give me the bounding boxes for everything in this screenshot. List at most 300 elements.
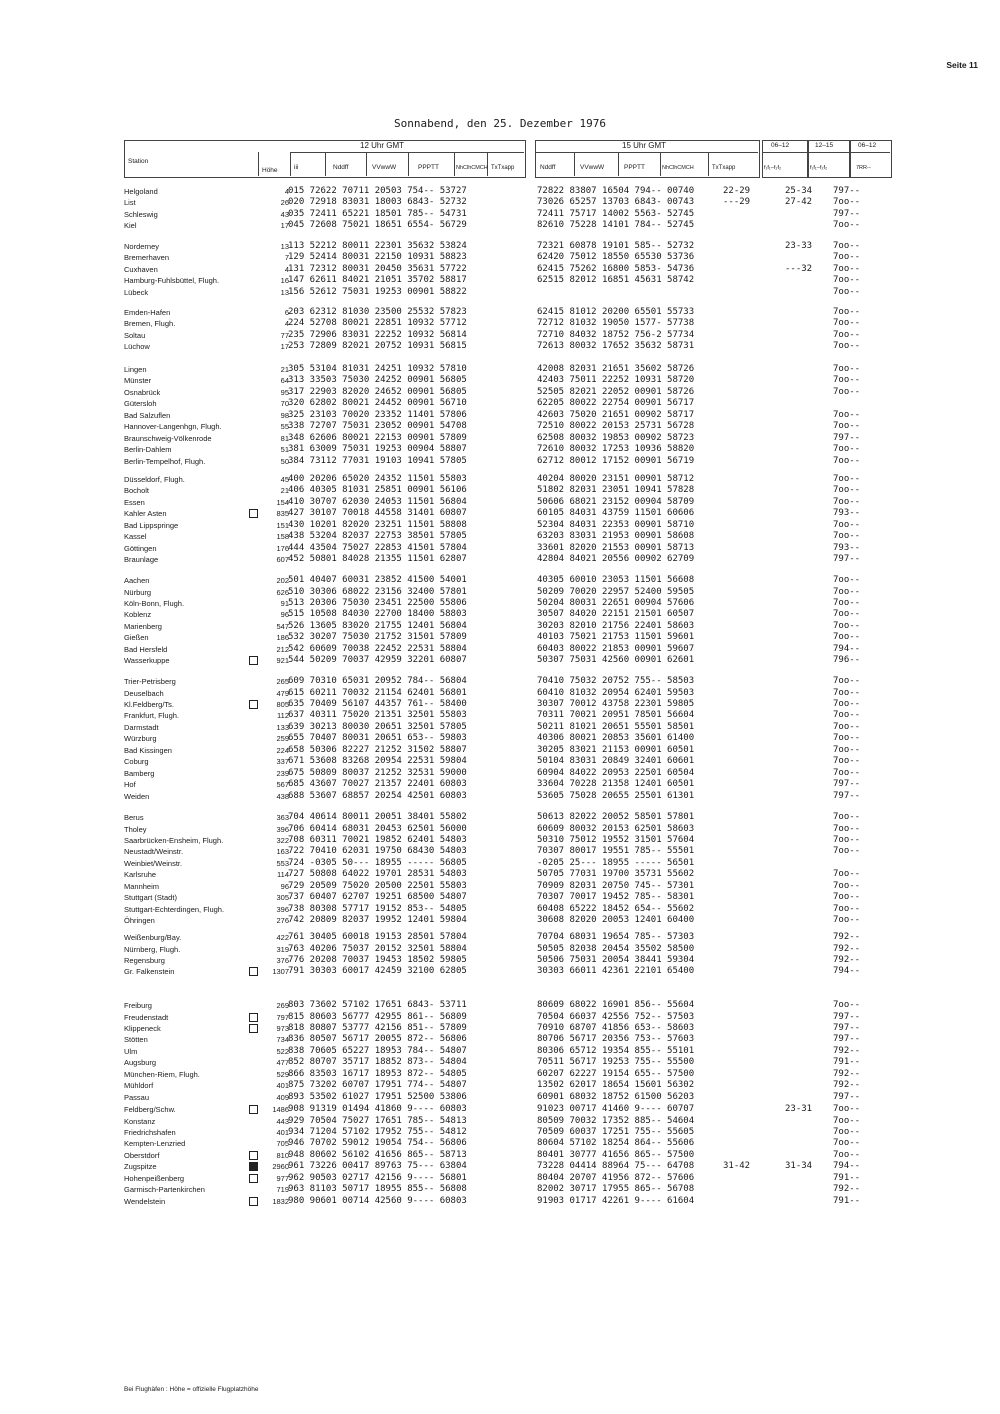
obs-12-utc: 320 62802 80021 24452 00901 56710 xyxy=(288,398,467,409)
obs-12-utc: 962 90503 02717 42156 9---- 56801 xyxy=(288,1172,467,1183)
station-height: 835 xyxy=(276,509,289,519)
obs-15-utc: 62712 80012 17152 00901 56719 xyxy=(537,455,695,466)
station-name: Berus xyxy=(124,813,144,822)
station-name: Klippeneck xyxy=(124,1023,161,1033)
precip-06-12: 794-- xyxy=(833,966,861,977)
station-name: Kahler Asten xyxy=(124,509,167,519)
station-height: 805 xyxy=(276,699,289,709)
station-height: 70 xyxy=(280,399,289,409)
obs-15-utc: 30205 83021 21153 00901 60501 xyxy=(537,744,695,755)
obs-15-utc: 70311 70021 20951 78501 56604 xyxy=(537,710,695,721)
station-name: Stötten xyxy=(124,1035,148,1045)
header-col-txapp-15: TxTxapp xyxy=(712,165,736,171)
table-row xyxy=(124,892,984,903)
station-height: 112 xyxy=(277,711,289,721)
obs-15-utc: 60403 80022 21853 00901 59607 xyxy=(537,643,695,654)
station-height: 797 xyxy=(276,1012,289,1022)
obs-15-utc: 60609 80032 20153 62501 58603 xyxy=(537,823,695,834)
table-row xyxy=(124,881,984,892)
obs-15-utc: 40204 80020 23151 00901 58712 xyxy=(537,474,695,484)
table-row xyxy=(124,1196,984,1207)
station-name: Freudenstadt xyxy=(124,1012,169,1022)
obs-15-utc: 62205 80022 22754 00901 56717 xyxy=(537,398,695,409)
station-height: 319 xyxy=(276,944,289,954)
station-height: 443 xyxy=(276,1116,289,1126)
table-row xyxy=(124,186,984,197)
station-name: Coburg xyxy=(124,757,149,767)
obs-15-utc: 53605 75028 20655 25501 61301 xyxy=(537,790,695,801)
obs-12-utc: 203 62312 81030 23500 25532 57823 xyxy=(288,307,467,317)
obs-12-utc: 738 80308 57717 19152 853-- 54805 xyxy=(288,903,467,914)
obs-15-utc: 50211 81021 20651 55501 58501 xyxy=(537,721,695,732)
obs-15-utc: 91903 01717 42261 9---- 61604 xyxy=(537,1195,695,1206)
station-name: Lüchow xyxy=(124,342,150,352)
table-row xyxy=(124,474,984,485)
obs-12-utc: 147 62611 84021 21051 35702 58817 xyxy=(288,275,467,286)
obs-15-utc: 60207 62227 19154 655-- 57500 xyxy=(537,1068,695,1079)
obs-12-utc: 836 80507 56717 20055 872-- 56806 xyxy=(288,1034,467,1045)
station-height: 96 xyxy=(280,610,289,620)
station-name: Augsburg xyxy=(124,1058,157,1068)
precip-06-12: 797-- xyxy=(833,432,861,443)
obs-15-utc: 72510 80022 20153 25731 56728 xyxy=(537,421,695,432)
obs-15-utc: 63203 83031 21953 00901 58608 xyxy=(537,531,695,542)
obs-12-utc: 235 72906 83031 22252 10932 56814 xyxy=(288,329,467,340)
obs-12-utc: 963 81103 50717 18955 855-- 56808 xyxy=(288,1184,467,1195)
obs-15-utc: 62515 82012 16851 45631 58742 xyxy=(537,275,695,286)
table-row xyxy=(124,699,984,710)
table-row xyxy=(124,955,984,966)
obs-15-utc: 52304 84031 22353 00901 58710 xyxy=(537,519,695,530)
station-name: Wendelstein xyxy=(124,1196,166,1206)
table-row xyxy=(124,1000,984,1011)
precip-06-12: 7oo-- xyxy=(833,823,861,834)
precip-06-12: 7oo-- xyxy=(833,834,861,845)
precip-06-12: 792-- xyxy=(833,954,861,965)
obs-15-utc: 70410 75032 20752 755-- 58503 xyxy=(537,676,695,686)
station-name: Kempten-Lenzried xyxy=(124,1139,186,1149)
obs-15-utc: 70909 82031 20750 745-- 57301 xyxy=(537,880,695,891)
precip-06-12: 7oo-- xyxy=(833,698,861,709)
table-row xyxy=(124,722,984,733)
precip-06-12: 797-- xyxy=(833,1091,861,1102)
table-row xyxy=(124,1034,984,1045)
table-row xyxy=(124,1138,984,1149)
precip-06-12: 7oo-- xyxy=(833,496,861,507)
station-height: 239 xyxy=(276,768,289,778)
precip-06-12: 792-- xyxy=(833,1080,861,1091)
station-name: Cuxhaven xyxy=(124,264,158,274)
obs-12-utc: 338 72707 75031 23052 00901 54708 xyxy=(288,421,467,432)
table-row xyxy=(124,387,984,398)
precip-06-12: 7oo-- xyxy=(833,485,861,496)
obs-15-utc: 51802 82031 23051 10941 57828 xyxy=(537,485,695,496)
obs-15-utc: 80604 57102 18254 864-- 55606 xyxy=(537,1138,695,1149)
station-height: 438 xyxy=(276,791,289,801)
precip-06-12: 7oo-- xyxy=(833,241,861,251)
header-col-iii: iii xyxy=(294,164,299,171)
station-height: 51 xyxy=(280,445,289,455)
station-height: 337 xyxy=(276,757,289,767)
station-name: Ulm xyxy=(124,1046,138,1056)
table-row xyxy=(124,485,984,496)
precip-06-12: 794-- xyxy=(833,643,861,654)
precip-06-12: 7oo-- xyxy=(833,586,861,597)
station-height: 553 xyxy=(276,858,289,868)
table-row xyxy=(124,421,984,432)
table-row xyxy=(124,364,984,375)
obs-12-utc: 427 30107 70018 44558 31401 60807 xyxy=(288,508,467,519)
station-height: 4 xyxy=(284,187,289,196)
table-row xyxy=(124,497,984,508)
station-height: 547 xyxy=(276,621,289,631)
table-row xyxy=(124,598,984,609)
station-name: Tholey xyxy=(124,824,147,834)
station-height: 977 xyxy=(276,1173,289,1183)
station-name: Friedrichshafen xyxy=(124,1127,176,1137)
station-height: 973 xyxy=(276,1023,289,1033)
obs-12-utc: 946 70702 59012 19054 754-- 56806 xyxy=(288,1138,467,1149)
station-name: Weiden xyxy=(124,791,150,801)
obs-15-utc: 50506 75031 20054 38441 59304 xyxy=(537,954,695,965)
precip-06-12: 7oo-- xyxy=(833,318,861,329)
header-col-line xyxy=(258,152,259,176)
precip-06-12: 7oo-- xyxy=(833,220,861,231)
range-12-15: 23-31 xyxy=(785,1104,813,1114)
obs-12-utc: 685 43607 70027 21357 22401 60803 xyxy=(288,779,467,789)
obs-15-utc: 42008 82031 21651 35602 58726 xyxy=(537,364,695,374)
precip-06-12: 7oo-- xyxy=(833,307,861,317)
obs-15-utc: 82610 75228 14101 784-- 52745 xyxy=(537,220,695,231)
header-sub-1: f₁f₁–f₂f₂ xyxy=(764,165,782,171)
station-height: 43 xyxy=(280,209,289,219)
station-name: Weißenburg/Bay. xyxy=(124,933,182,942)
station-height: 719 xyxy=(276,1185,289,1195)
table-row xyxy=(124,966,984,977)
precip-06-12: 7oo-- xyxy=(833,1126,861,1137)
station-name: Stuttgart-Echterdingen, Flugh. xyxy=(124,904,225,914)
obs-12-utc: 544 50209 70037 42959 32201 60807 xyxy=(288,655,467,666)
header-col-nddff: Nddff xyxy=(333,164,349,171)
station-name: Marienberg xyxy=(124,621,162,631)
station-name: Münster xyxy=(124,376,152,386)
obs-15-utc: 52505 82021 22052 00901 58726 xyxy=(537,386,695,397)
obs-15-utc: 30608 82020 20053 12401 60400 xyxy=(537,915,695,925)
station-name: Konstanz xyxy=(124,1116,156,1126)
station-height: 265 xyxy=(276,677,289,686)
station-height: 363 xyxy=(276,813,289,822)
table-row xyxy=(124,858,984,869)
obs-12-utc: 035 72411 65221 18501 785-- 54731 xyxy=(288,208,467,219)
obs-15-utc: 73228 04414 88964 75--- 64708 xyxy=(537,1161,695,1172)
precip-06-12: 7oo-- xyxy=(833,687,861,698)
obs-12-utc: 444 43504 75027 22853 41501 57804 xyxy=(288,542,467,553)
station-name: Saarbrücken-Ensheim, Flugh. xyxy=(124,835,224,845)
header-sub-3: 7RR-- xyxy=(856,165,871,171)
obs-12-utc: 637 40311 75020 21351 32501 55803 xyxy=(288,710,467,721)
obs-15-utc: 50613 82022 20052 58501 57801 xyxy=(537,812,695,822)
table-row xyxy=(124,1012,984,1023)
table-row xyxy=(124,341,984,352)
station-height: 921 xyxy=(276,656,289,666)
station-name: Bamberg xyxy=(124,768,155,778)
obs-12-utc: 791 30303 60017 42459 32100 62805 xyxy=(288,966,467,977)
header-col-line xyxy=(290,152,291,176)
precip-06-12: 793-- xyxy=(833,542,861,553)
precip-06-12: 7oo-- xyxy=(833,1115,861,1126)
station-name: Gießen xyxy=(124,633,149,643)
obs-15-utc: 72613 80032 17652 35632 58731 xyxy=(537,341,695,352)
table-row xyxy=(124,398,984,409)
station-name: Helgoland xyxy=(124,187,158,196)
obs-15-utc: 30203 82010 21756 22401 58603 xyxy=(537,620,695,631)
station-height: 4 xyxy=(284,264,289,274)
station-height: 21 xyxy=(280,365,289,374)
obs-12-utc: 526 13605 83020 21755 12401 56804 xyxy=(288,620,467,631)
header-col-line xyxy=(574,152,575,176)
footnote: Bei Flughäfen : Höhe = offizielle Flugplatzhöhe xyxy=(124,1386,259,1393)
station-height: 522 xyxy=(276,1046,289,1056)
obs-15-utc: 30307 70012 43758 22301 59805 xyxy=(537,698,695,709)
obs-12-utc: 818 80807 53777 42156 851-- 57809 xyxy=(288,1022,467,1033)
station-height: 269 xyxy=(276,1001,289,1010)
station-height: 16 xyxy=(280,276,289,286)
obs-12-utc: 501 40407 60031 23852 41500 54001 xyxy=(288,575,467,585)
table-row xyxy=(124,1150,984,1161)
precip-06-12: 792-- xyxy=(833,943,861,954)
station-name: Schleswig xyxy=(124,209,158,219)
table-row xyxy=(124,241,984,252)
obs-15-utc: 33601 82020 21553 00901 58713 xyxy=(537,542,695,553)
obs-12-utc: 961 73226 00417 89763 75--- 63804 xyxy=(288,1161,467,1172)
obs-12-utc: 929 70504 75027 17651 785-- 54813 xyxy=(288,1115,467,1126)
obs-12-utc: 934 71204 57102 17952 755-- 54812 xyxy=(288,1126,467,1137)
obs-12-utc: 406 40305 81031 25851 00901 56106 xyxy=(288,485,467,496)
station-height: 422 xyxy=(276,933,289,942)
obs-15-utc: 70504 66037 42556 752-- 57503 xyxy=(537,1011,695,1022)
precip-06-12: 7oo-- xyxy=(833,869,861,880)
precip-06-12: 7oo-- xyxy=(833,767,861,778)
precip-06-12: 7oo-- xyxy=(833,1104,861,1114)
obs-15-utc: 50606 68021 23152 00904 58709 xyxy=(537,496,695,507)
obs-15-utc: 80306 65712 19354 855-- 55101 xyxy=(537,1045,695,1056)
obs-12-utc: 724 -0305 50--- 18955 ----- 56805 xyxy=(288,857,467,868)
table-row xyxy=(124,1080,984,1091)
precip-06-12: 7oo-- xyxy=(833,710,861,721)
range-06-12: 22-29 xyxy=(723,186,751,196)
obs-12-utc: 317 22903 82020 24652 00901 56805 xyxy=(288,386,467,397)
precip-06-12: 7oo-- xyxy=(833,444,861,455)
table-row xyxy=(124,904,984,915)
precip-06-12: 793-- xyxy=(833,508,861,519)
table-row xyxy=(124,575,984,586)
station-height: 45 xyxy=(280,475,289,484)
precip-06-12: 7oo-- xyxy=(833,1000,861,1010)
table-row xyxy=(124,915,984,926)
header-range-2: 12–15 xyxy=(815,142,834,149)
precip-06-12: 7oo-- xyxy=(833,275,861,286)
station-height: 212 xyxy=(276,644,289,654)
obs-12-utc: 671 53608 83268 20954 22531 59804 xyxy=(288,756,467,767)
station-height: 567 xyxy=(276,780,289,789)
station-height: 21 xyxy=(280,486,289,496)
table-row xyxy=(124,307,984,318)
range-12-15: 31-34 xyxy=(785,1161,813,1172)
obs-15-utc: 70511 56717 19253 755-- 55500 xyxy=(537,1057,695,1068)
header-sub-2: f₁f₁–f₂f₂ xyxy=(810,165,828,171)
obs-15-utc: 33604 70228 21358 12401 60501 xyxy=(537,779,695,789)
obs-12-utc: 729 20509 75020 20500 22501 55803 xyxy=(288,880,467,891)
header-col-clouds: NhClhCMCH xyxy=(456,165,488,171)
station-name: Berlin-Dahlem xyxy=(124,445,172,455)
obs-12-utc: 763 40206 75037 20152 32501 58804 xyxy=(288,943,467,954)
obs-15-utc: 50204 80031 22651 00904 57606 xyxy=(537,597,695,608)
table-row xyxy=(124,252,984,263)
station-name: Bremen, Flugh. xyxy=(124,319,176,329)
table-row xyxy=(124,220,984,231)
station-name: Kl.Feldberg/Ts. xyxy=(124,699,175,709)
station-name: Kassel xyxy=(124,532,147,542)
precip-06-12: 7oo-- xyxy=(833,575,861,585)
obs-12-utc: 045 72608 75021 18651 6554- 56729 xyxy=(288,220,467,231)
precip-06-12: 7oo-- xyxy=(833,341,861,352)
precip-06-12: 797-- xyxy=(833,1034,861,1045)
obs-12-utc: 410 30707 62030 24053 11501 56804 xyxy=(288,496,467,507)
precip-06-12: 7oo-- xyxy=(833,846,861,857)
precip-06-12: 797-- xyxy=(833,554,861,565)
station-name: München-Riem, Flugh. xyxy=(124,1069,200,1079)
obs-12-utc: 452 50801 84028 21355 11501 62807 xyxy=(288,554,467,565)
station-height: 154 xyxy=(276,497,289,507)
obs-12-utc: 980 90601 00714 42560 9---- 60803 xyxy=(288,1195,467,1206)
station-name: Oberstdorf xyxy=(124,1150,160,1160)
precip-06-12: 7oo-- xyxy=(833,386,861,397)
station-height: 4 xyxy=(284,319,289,329)
station-name: Lingen xyxy=(124,365,147,374)
obs-12-utc: 635 70409 56107 44357 761-- 58400 xyxy=(288,698,467,709)
obs-12-utc: 675 50809 80037 21252 32531 59000 xyxy=(288,767,467,778)
obs-15-utc: 40103 75021 21753 11501 59601 xyxy=(537,632,695,643)
table-row xyxy=(124,632,984,643)
header-col-line xyxy=(325,152,326,176)
station-name: Koblenz xyxy=(124,610,152,620)
station-height: 305 xyxy=(276,893,289,903)
table-row xyxy=(124,791,984,802)
station-height: 401 xyxy=(276,1081,289,1091)
table-row xyxy=(124,587,984,598)
precip-06-12: 791-- xyxy=(833,1057,861,1068)
obs-12-utc: 400 20206 65020 24352 11501 55803 xyxy=(288,474,467,484)
table-row xyxy=(124,655,984,666)
station-name: Soltau xyxy=(124,330,146,340)
obs-12-utc: 305 53104 81031 24251 10932 57810 xyxy=(288,364,467,374)
station-height: 64 xyxy=(280,376,289,386)
obs-15-utc: 70704 68031 19654 785-- 57303 xyxy=(537,932,695,942)
obs-15-utc: 70307 70017 19452 785-- 58301 xyxy=(537,892,695,903)
header-col-line xyxy=(708,152,709,176)
obs-12-utc: 542 60609 70038 22452 22531 58804 xyxy=(288,643,467,654)
header-station: Station xyxy=(128,158,149,165)
station-height: 376 xyxy=(276,955,289,965)
obs-12-utc: 852 80707 35717 18852 873-- 54804 xyxy=(288,1057,467,1068)
station-name: Freiburg xyxy=(124,1001,152,1010)
header-group-15: 15 Uhr GMT xyxy=(622,141,667,150)
obs-12-utc: 224 52708 80021 22851 10932 57712 xyxy=(288,318,467,329)
station-name: Braunlage xyxy=(124,555,159,565)
table-row xyxy=(124,1184,984,1195)
precip-06-12: 797-- xyxy=(833,1011,861,1022)
station-height: 13 xyxy=(280,287,289,297)
obs-15-utc: 30303 66011 42361 22101 65400 xyxy=(537,966,695,977)
obs-15-utc: 72710 84032 18752 756-2 57734 xyxy=(537,329,695,340)
obs-12-utc: 815 80603 56777 42955 861-- 56809 xyxy=(288,1011,467,1022)
table-row xyxy=(124,1116,984,1127)
station-height: 158 xyxy=(276,532,289,542)
station-height: 224 xyxy=(276,745,289,755)
precip-06-12: 7oo-- xyxy=(833,903,861,914)
obs-15-utc: 50310 75012 19552 31501 57604 xyxy=(537,834,695,845)
obs-15-utc: 80609 68022 16901 856-- 55604 xyxy=(537,1000,695,1010)
precip-06-12: 7oo-- xyxy=(833,733,861,744)
station-name: Gr. Falkenstein xyxy=(124,967,175,977)
header-divider xyxy=(762,152,890,153)
obs-15-utc: 42804 84021 20556 00902 62709 xyxy=(537,554,695,565)
obs-12-utc: 706 60414 68031 20453 62501 56000 xyxy=(288,823,467,834)
precip-06-12: 7oo-- xyxy=(833,812,861,822)
station-height: 479 xyxy=(276,688,289,698)
station-name: Göttingen xyxy=(124,543,157,553)
obs-15-utc: 72822 83807 16504 794-- 00740 xyxy=(537,186,695,196)
station-height: 6 xyxy=(284,308,289,317)
table-row xyxy=(124,733,984,744)
table-row xyxy=(124,1161,984,1172)
range-06-12: 31-42 xyxy=(723,1161,751,1172)
obs-15-utc: 60105 84031 43759 11501 60606 xyxy=(537,508,695,519)
obs-15-utc: 80401 30777 41656 865-- 57500 xyxy=(537,1149,695,1160)
table-row xyxy=(124,621,984,632)
obs-15-utc: 50209 70020 22957 52400 59505 xyxy=(537,586,695,597)
obs-15-utc: 42603 75020 21651 00902 58717 xyxy=(537,409,695,420)
obs-15-utc: 62508 80032 19853 00902 58723 xyxy=(537,432,695,443)
obs-15-utc: 50307 75031 42560 00901 62601 xyxy=(537,655,695,666)
table-row xyxy=(124,710,984,721)
table-row xyxy=(124,318,984,329)
obs-15-utc: 80509 70032 17352 885-- 54604 xyxy=(537,1115,695,1126)
station-height: 81 xyxy=(280,433,289,443)
precip-06-12: 791-- xyxy=(833,1195,861,1206)
obs-12-utc: 156 52612 75031 19253 00901 58822 xyxy=(288,286,467,297)
precip-06-12: 792-- xyxy=(833,1045,861,1056)
obs-15-utc: 73026 65257 13703 6843- 00743 xyxy=(537,197,695,208)
range-12-15: 23-33 xyxy=(785,241,813,251)
station-height: 17 xyxy=(280,221,289,231)
obs-12-utc: 893 53502 61027 17951 52500 53806 xyxy=(288,1091,467,1102)
station-height: 50 xyxy=(280,456,289,466)
precip-06-12: 7oo-- xyxy=(833,632,861,643)
obs-15-utc: 62415 81012 20200 65501 55733 xyxy=(537,307,695,317)
table-row xyxy=(124,330,984,341)
station-height: 1832 xyxy=(272,1196,289,1206)
station-name: Nürnberg, Flugh. xyxy=(124,944,181,954)
precip-06-12: 7oo-- xyxy=(833,892,861,903)
station-name: Karlsruhe xyxy=(124,870,157,880)
precip-06-12: 7oo-- xyxy=(833,474,861,484)
obs-15-utc: 50705 77031 19700 35731 55602 xyxy=(537,869,695,880)
table-row xyxy=(124,869,984,880)
obs-15-utc: 50505 82038 20454 35502 58500 xyxy=(537,943,695,954)
precip-06-12: 7oo-- xyxy=(833,197,861,208)
station-name: Weinbiet/Weinstr. xyxy=(124,858,183,868)
